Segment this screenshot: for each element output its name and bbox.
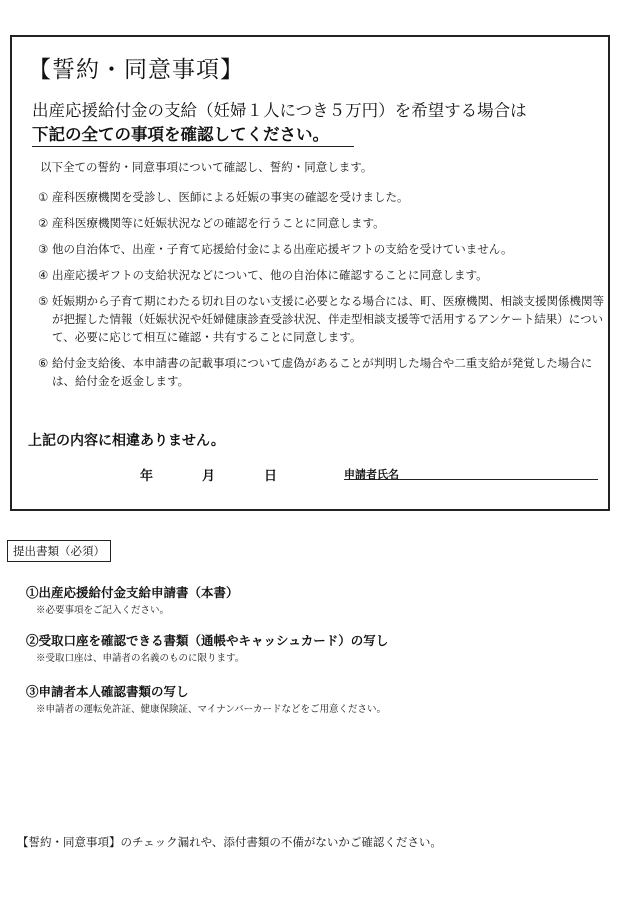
item-number: ① — [38, 190, 49, 204]
date-signature-row — [12, 465, 608, 485]
agreement-title: 【誓約・同意事項】 — [28, 57, 244, 83]
required-doc-item — [26, 631, 388, 664]
month-label: 月 — [202, 469, 216, 484]
agreement-lead-line2: 下記の全ての事項を確認してください。 — [32, 121, 354, 147]
agreement-item — [38, 188, 606, 206]
day-label: 日 — [264, 469, 278, 484]
item-number: ③ — [38, 242, 49, 256]
required-doc-item — [26, 682, 386, 715]
agreement-box — [10, 35, 610, 511]
doc-title: ①出産応援給付金支給申請書（本書） — [26, 585, 239, 600]
doc-note: ※必要事項をご記入ください。 — [36, 605, 170, 616]
item-text: 他の自治体で、出産・子育て応援給付金による出産応援ギフトの支給を受けていません。 — [52, 242, 513, 256]
agreement-items-list — [38, 188, 606, 398]
confirmation-statement: 上記の内容に相違ありません。 — [28, 433, 225, 449]
agreement-item — [38, 292, 606, 346]
item-text: 産科医療機関等に妊娠状況などの確認を行うことに同意します。 — [52, 216, 385, 230]
required-docs-label: 提出書類（必須） — [7, 540, 111, 562]
agreement-intro: 以下全ての誓約・同意事項について確認し、誓約・同意します。 — [40, 160, 373, 174]
item-text: 給付金支給後、本申請書の記載事項について虚偽があることが判明した場合や二重支給が発覚した場合には、給付金を返金します。 — [52, 356, 593, 388]
agreement-item — [38, 266, 606, 284]
agreement-item — [38, 354, 606, 390]
required-doc-item — [26, 583, 239, 616]
item-number: ② — [38, 216, 49, 230]
item-text: 出産応援ギフトの支給状況などについて、他の自治体に確認することに同意します。 — [52, 268, 488, 282]
agreement-item — [38, 240, 606, 258]
doc-title: ③申請者本人確認書類の写し — [26, 684, 189, 699]
agreement-item — [38, 214, 606, 232]
item-number: ④ — [38, 268, 49, 282]
item-number: ⑥ — [38, 356, 49, 370]
item-text: 妊娠期から子育て期にわたる切れ目のない支援に必要となる場合には、町、医療機関、相談支援関係機関等が把握した情報（妊娠状況や妊婦健康診査受診状況、伴走型相談支援等で活用するアンケート結果）について、必要に応じて相互に確認・共有することに同意します。 — [52, 294, 604, 344]
applicant-name-label: 申請者氏名 — [344, 468, 399, 481]
footer-note: 【誓約・同意事項】のチェック漏れや、添付書類の不備がないかご確認ください。 — [17, 835, 442, 849]
item-number: ⑤ — [38, 294, 49, 308]
agreement-lead-line1: 出産応援給付金の支給（妊婦１人につき５万円）を希望する場合は — [32, 101, 527, 120]
applicant-name-field[interactable] — [344, 479, 598, 480]
doc-note: ※受取口座は、申請者の名義のものに限ります。 — [36, 653, 245, 664]
item-text: 産科医療機関を受診し、医師による妊娠の事実の確認を受けました。 — [52, 190, 409, 204]
year-label: 年 — [140, 469, 154, 484]
doc-note: ※申請者の運転免許証、健康保険証、マイナンバーカードなどをご用意ください。 — [36, 704, 386, 715]
doc-title: ②受取口座を確認できる書類（通帳やキャッシュカード）の写し — [26, 633, 389, 648]
